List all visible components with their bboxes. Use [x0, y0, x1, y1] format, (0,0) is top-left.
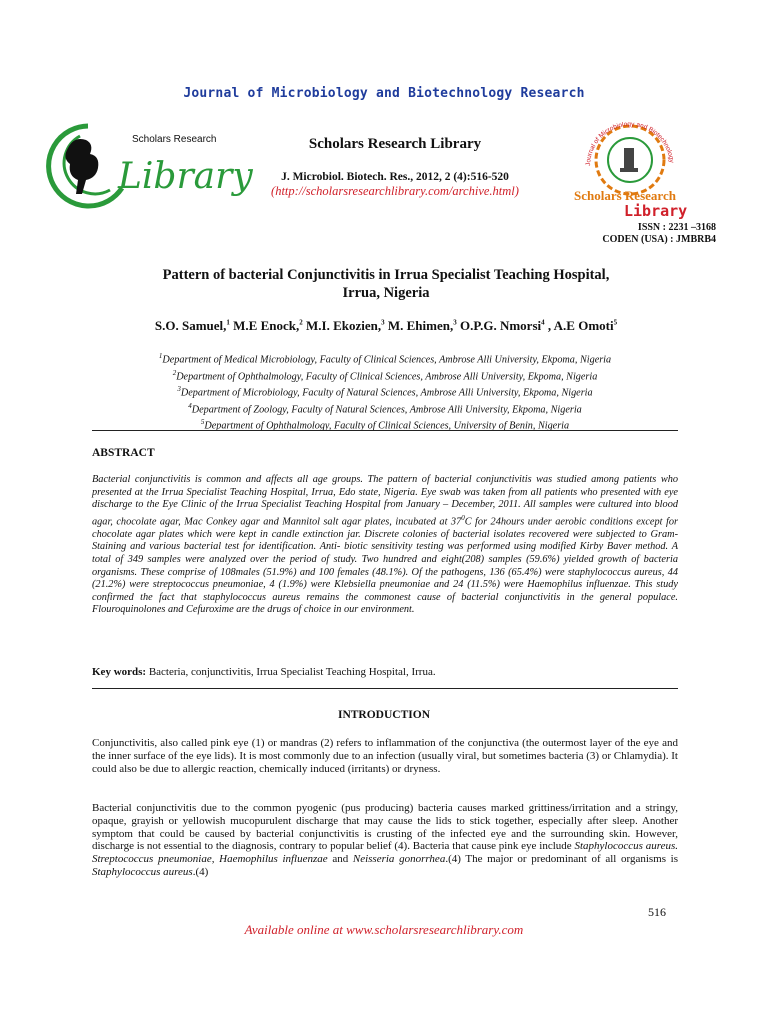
left-logo-small-text: Scholars Research: [132, 134, 217, 145]
journal-citation: J. Microbiol. Biotech. Res., 2012, 2 (4):516-520: [281, 171, 509, 183]
author: S.O. Samuel,: [154, 318, 227, 333]
library-header: [230, 136, 560, 199]
library-emblem-icon: [40, 118, 253, 214]
journal-title: Journal of Microbiology and Biotechnology Research: [183, 86, 585, 101]
author-sup: 1: [226, 318, 230, 327]
author-sup: 3: [381, 318, 385, 327]
archive-url[interactable]: (http://scholarsresearchlibrary.com/archive.html): [271, 184, 519, 198]
right-logo-line1: Scholars Research: [574, 188, 676, 203]
affiliation: $^3$Department of Microbiology, Faculty of Natural Sciences, Ambrose Alli University, Ekpoma, Nigeria: [177, 385, 593, 399]
left-logo-big-text: Library: [118, 156, 253, 197]
issn-block: [520, 222, 716, 246]
journal-seal-icon: [560, 104, 720, 224]
affiliation: $^4$Department of Zoology, Faculty of Natural Sciences, Ambrose Alli University, Ekpoma, Nigeria: [188, 401, 582, 416]
affiliation: $^2$Department of Ophthalmology, Faculty of Clinical Sciences, Ambrose Alli University, Ekpoma, Nigeria: [172, 368, 598, 382]
intro-paragraph-1: Conjunctivitis, also called pink eye (1) or mandras (2) refers to inflammation of the conjunctiva (the outermost layer of the eye and the inner surface of the eye lids). It is most commonly due to an infection (usually viral, but sometimes bacteria (3) or Chlamydia). It could also be due to allergic reaction, chemically induced (irritants) or dryness.: [92, 737, 678, 775]
author: , A.E Omoti: [547, 318, 614, 333]
library-name: Scholars Research Library: [308, 136, 482, 152]
author: M.E Enock,: [233, 318, 300, 333]
author-sup: 4: [541, 318, 545, 327]
coden: CODEN (USA) : JMBRB4: [602, 234, 716, 245]
affiliation: $^5$Department of Ophthalmology, Faculty of Clinical Sciences, University of Benin, Nigeria: [200, 418, 570, 432]
author-list: [96, 318, 676, 334]
right-logo-line2: Library: [624, 202, 688, 220]
keywords: [92, 666, 436, 678]
author: O.P.G. Nmorsi: [459, 318, 542, 333]
right-journal-logo: [560, 104, 720, 224]
divider-rule: [92, 688, 678, 689]
seal-ring-text: Journal of Microbiology and Biotechnology: [584, 120, 675, 167]
availability-link[interactable]: Available online at www.scholarsresearchlibrary.com: [244, 922, 524, 937]
page-number: 516: [648, 905, 666, 919]
intro-paragraph-2: Bacterial conjunctivitis due to the common pyogenic (pus producing) bacteria causes marked grittiness/irritation and a stringy, opaque, grayish or yellowish mucopurulent discharge that may cause the lids to stick together, especially after sleep. Another symptom that could be caused by bacterial conjunctivitis is crusting of the infected eye and the surrounding skin. However, discharge is not essential to the diagnosis, contrary to popular belief (4). Bacteria that cause pink eye include Staphylococcus aureus. Streptococcus pneumoniae, Haemophilus influenzae and Neisseria gonorrhea.(4) The major or predominant of all organisms is Staphylococcus aureus.(4): [92, 802, 678, 878]
divider-rule: [92, 430, 678, 431]
left-library-logo: [40, 118, 253, 214]
author: M. Ehimen,: [387, 318, 454, 333]
paper-title: [96, 266, 676, 302]
author-sup: 5: [613, 318, 618, 327]
abstract-heading: ABSTRACT: [92, 447, 155, 459]
keywords-text: Bacteria, conjunctivitis, Irrua Specialist Teaching Hospital, Irrua.: [146, 666, 436, 678]
keywords-label: Key words:: [92, 666, 147, 678]
svg-text:Journal of Microbiology and Bi: [560, 104, 675, 166]
abstract-text: Bacterial conjunctivitis is common and affects all age groups. The pattern of bacterial conjunctivitis was studied among patients who presented at the Irrua Specialist Teaching Hospital, Irrua, Edo state, Nigeria. Eye swab was taken from all patients who presented with eye discharge to the Eye Clinic of the Irrua Specialist Teaching Hospital from January – December, 2011. All samples were cultured into blood agar, chocolate agar, Mac Conkey agar and Mannitol salt agar plates, incubated at $37^0C$ for 24hours under aerobic conditions except for chocolate agar plates which were kept in candle extinction jar. Discrete colonies of bacterial isolates recovered were subjected to Gram-Staining and various bacterial test for identification. Anti- biotic sensitivity testing was performed using modified Kirby Baver method. A total of 349 samples were analyzed over the period of study. Two hundred and eight(208) samples (59.6%) yielded growth of bacteria organisms. These comprise of 108males (51.9%) and 100 females (48.1%). Of the pathogens, 136 (65.4%) were staphylococcus aureus, 44 (21.2%) were streptococcus pneumoniae, 4 (1.9%) were Klebsiella pneumoniae and 24 (11.5%) were Haemophilus influenzae. This study confirmed the fact that staphylococcus aureus remains the commonest cause of bacterial conjunctivitis in the general populace. Flouroquinolones and Cefuroxime are the drugs of choice in our environment.: [92, 474, 678, 616]
affiliation-list: [60, 350, 710, 433]
author: M.I. Ekozien,: [305, 318, 382, 333]
author-sup: 2: [299, 318, 303, 327]
introduction-heading: INTRODUCTION: [337, 709, 430, 721]
title-line-1: Pattern of bacterial Conjunctivitis in Irrua Specialist Teaching Hospital,: [162, 267, 610, 283]
title-line-2: Irrua, Nigeria: [342, 285, 430, 301]
author-sup: 3: [453, 318, 457, 327]
affiliation: $^1$Department of Medical Microbiology, Faculty of Clinical Sciences, Ambrose Alli University, Ekpoma, Nigeria: [158, 352, 612, 366]
issn: ISSN : 2231 –3168: [637, 222, 716, 233]
